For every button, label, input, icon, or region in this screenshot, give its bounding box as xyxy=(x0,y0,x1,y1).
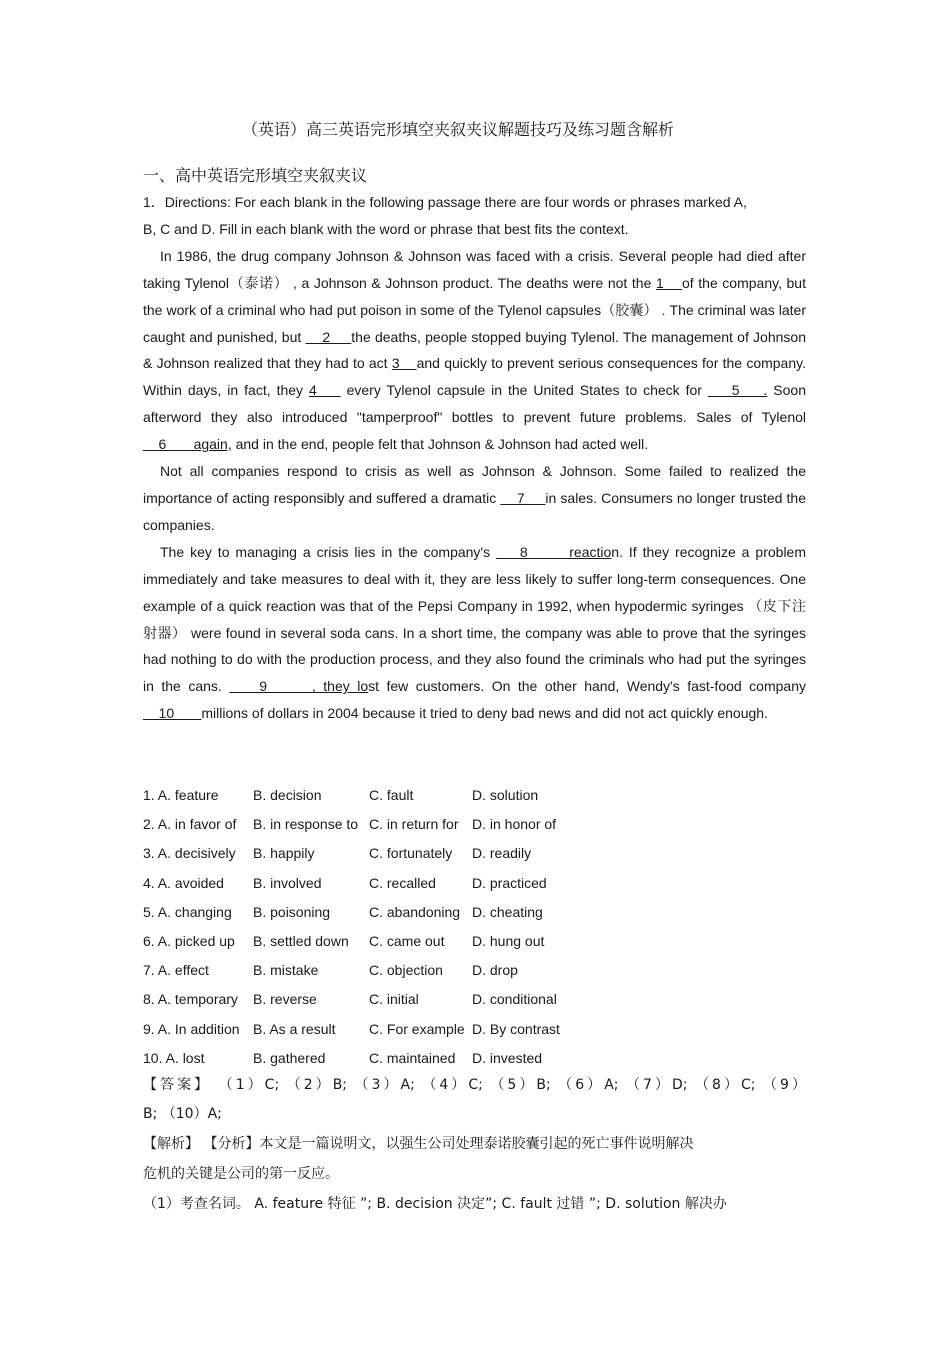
option-d: D. cheating xyxy=(472,903,543,920)
option-a: 9. A. In addition xyxy=(143,1020,240,1037)
option-d: D. conditional xyxy=(472,991,557,1008)
p1-text-g: and in the end, people felt that Johnson & Johnson had acted well. xyxy=(231,436,649,453)
option-a: 7. A. effect xyxy=(143,962,209,979)
option-c: C. initial xyxy=(369,991,419,1008)
option-row xyxy=(143,1016,806,1045)
blank-9: 9 , they lo xyxy=(229,678,369,695)
option-row xyxy=(143,1045,806,1074)
blank-5: 5 . xyxy=(707,382,768,399)
blank-2: 2 xyxy=(305,328,352,345)
option-c: C. abandoning xyxy=(369,903,461,920)
p2-text-b: in sales. Consumers no longer trusted the companies. xyxy=(143,489,806,533)
cloze-passage xyxy=(143,189,806,727)
option-c: C. came out xyxy=(369,932,445,949)
p1-text-d: and quickly to prevent serious consequences for the company. Within days, in fact, they xyxy=(143,355,806,399)
option-b: B. reverse xyxy=(253,991,317,1008)
option-c: C. fortunately xyxy=(369,845,453,862)
p1-text-f: Soon afterword they also introduced "tamperproof" bottles to prevent future problems. Sales of Tylenol xyxy=(143,382,806,426)
options-table xyxy=(143,782,806,1074)
p3-text-b: n. If they recognize a problem immediately and take measures to deal with it, they are less likely to suffer long-term consequences. One example of a quick reaction was that of the Pepsi Company in 1992, when hypodermic syringes （皮下注射器） were found in several soda cans. In a short time, the company was able to prove that the syringes had nothing to do with the production process, and they also found the criminals who had put the syringes in the cans. xyxy=(143,543,806,695)
option-b: B. settled down xyxy=(253,932,349,949)
option-a: 1. A. feature xyxy=(143,787,219,803)
blank-4: 4 xyxy=(309,382,341,399)
blank-10: 10 xyxy=(143,705,202,722)
answer-line-2: B; （10）A; xyxy=(143,1106,222,1122)
p1-text-b: of the company, but the work of a criminal who had put poison in some of the Tylenol capsules（胶囊） . The criminal was later caught and punished, but xyxy=(143,274,806,345)
blank-8: 8 reactio xyxy=(496,543,612,560)
option-a: 4. A. avoided xyxy=(143,874,224,891)
answer-section xyxy=(143,1071,806,1219)
option-a: 8. A. temporary xyxy=(143,991,238,1008)
option-d: D. invested xyxy=(472,1049,543,1066)
option-c: C. For example xyxy=(369,1020,465,1037)
directions-line-2: B, C and D. Fill in each blank with the word or phrase that best fits the context. xyxy=(143,220,629,237)
option-a: 5. A. changing xyxy=(143,903,232,920)
option-d: D. drop xyxy=(472,962,518,979)
p3-text-c: st few customers. On the other hand, Wendy's fast-food company xyxy=(368,678,806,695)
blank-7: 7 xyxy=(500,489,546,506)
paragraph-2 xyxy=(143,458,806,539)
option-c: C. in return for xyxy=(369,816,459,833)
option-b: B. poisoning xyxy=(253,903,331,920)
page-title: （英语）高三英语完形填空夹叙夹议解题技巧及练习题含解析 xyxy=(241,120,674,139)
option-b: B. gathered xyxy=(253,1049,326,1066)
option-a: 3. A. decisively xyxy=(143,845,236,862)
option-d: D. By contrast xyxy=(472,1020,560,1037)
option-a: 2. A. in favor of xyxy=(143,816,237,833)
option-row xyxy=(143,957,806,986)
option-b: B. involved xyxy=(253,874,322,891)
answer-line-1: 【答案】 （1）C; （2）B; （3）A; （4）C; （5）B; （6）A; （7）D; （8）C; （9） xyxy=(143,1077,806,1093)
analysis-section xyxy=(143,1129,806,1219)
analysis-line-1: 【解析】 【分析】本文是一篇说明文，以强生公司处理泰诺胶囊引起的死亡事件说明解决 xyxy=(143,1136,694,1152)
option-row xyxy=(143,811,806,840)
option-a: 6. A. picked up xyxy=(143,932,235,949)
option-b: B. As a result xyxy=(253,1020,336,1037)
section-heading: 一、高中英语完形填空夹叙夹议 xyxy=(143,166,368,185)
option-row xyxy=(143,782,806,811)
option-d: D. solution xyxy=(472,787,539,803)
option-c: C. recalled xyxy=(369,874,436,891)
paragraph-1 xyxy=(143,243,806,458)
option-row xyxy=(143,840,806,869)
blank-6: 6 again, xyxy=(143,436,232,453)
option-d: D. hung out xyxy=(472,932,545,949)
option-row xyxy=(143,870,806,899)
directions-line-1: 1．Directions: For each blank in the following passage there are four words or phrases marked A, xyxy=(143,194,747,210)
p1-text-c: the deaths, people stopped buying Tylenol. The management of Johnson & Johnson realized that they had to act xyxy=(143,328,806,372)
blank-1: 1 xyxy=(655,274,683,291)
p3-text-d: millions of dollars in 2004 because it tried to deny bad news and did not act quickly enough. xyxy=(201,705,768,722)
option-a: 10. A. lost xyxy=(143,1049,205,1066)
option-c: C. maintained xyxy=(369,1049,456,1066)
option-c: C. fault xyxy=(369,787,414,803)
option-b: B. decision xyxy=(253,787,322,803)
p1-text-e: every Tylenol capsule in the United States to check for xyxy=(340,382,708,399)
option-b: B. happily xyxy=(253,845,315,862)
option-b: B. mistake xyxy=(253,962,319,979)
option-d: D. practiced xyxy=(472,874,547,891)
option-b: B. in response to xyxy=(253,816,359,833)
p2-text-a: Not all companies respond to crisis as well as Johnson & Johnson. Some failed to realized the importance of acting responsibly and suffered a dramatic xyxy=(143,463,806,506)
option-d: D. in honor of xyxy=(472,816,557,833)
option-row xyxy=(143,928,806,957)
option-row xyxy=(143,986,806,1015)
option-row xyxy=(143,899,806,928)
option-d: D. readily xyxy=(472,845,532,862)
p1-text-a: In 1986, the drug company Johnson & Johnson was faced with a crisis. Several people had died after taking Tylenol（泰诺） , a Johnson & Johnson product. The deaths were not the xyxy=(143,247,806,291)
analysis-line-3: （1）考查名词。 A. feature 特征 ”; B. decision 决定”; C. fault 过错 ”; D. solution 解决办 xyxy=(143,1196,727,1212)
blank-3: 3 xyxy=(391,355,417,372)
option-c: C. objection xyxy=(369,962,443,979)
analysis-line-2: 危机的关键是公司的第一反应。 xyxy=(143,1166,339,1182)
paragraph-3 xyxy=(143,539,806,727)
p3-text-a: The key to managing a crisis lies in the company's xyxy=(160,543,497,560)
